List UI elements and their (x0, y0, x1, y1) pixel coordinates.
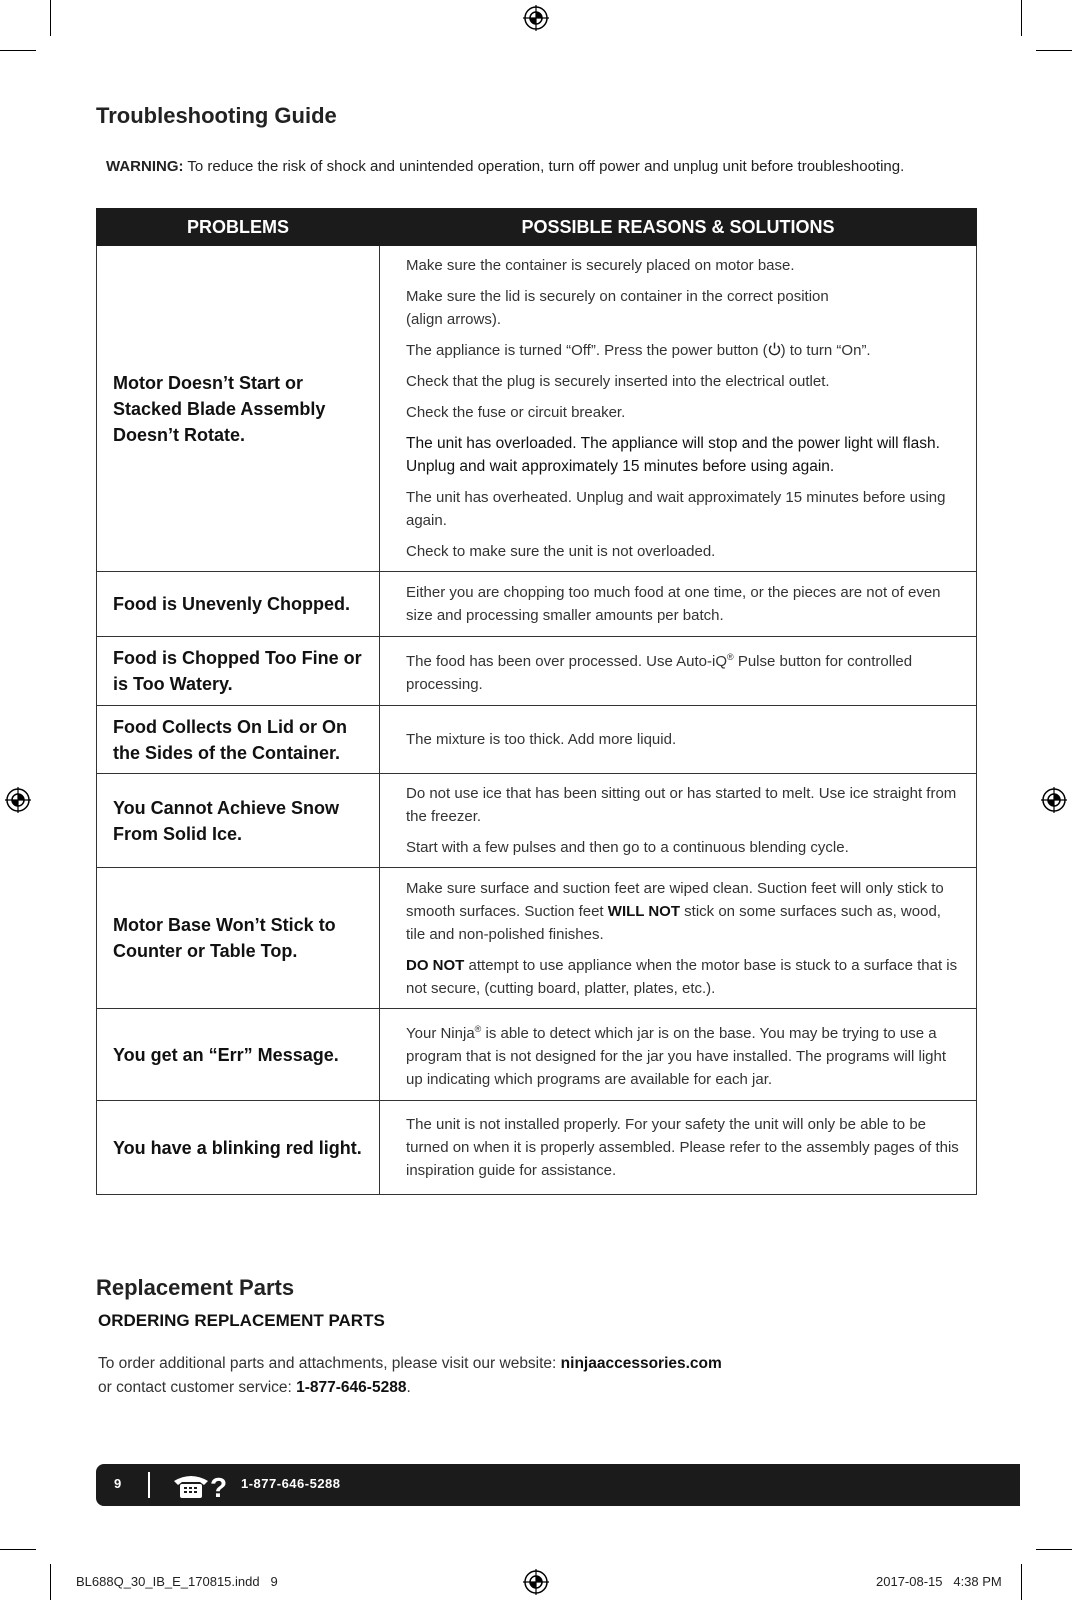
ordering-heading: ORDERING REPLACEMENT PARTS (98, 1311, 385, 1330)
crop-mark (1021, 1564, 1022, 1600)
solution-cell (380, 246, 977, 572)
registration-mark-icon (523, 1569, 549, 1595)
solution-line: The appliance is turned “Off”. Press the power button ( ) to turn “On”. (406, 342, 871, 359)
header-problems: PROBLEMS (97, 209, 380, 246)
problem-cell: Motor Doesn’t Start or Stacked Blade Assembly Doesn’t Rotate. (97, 246, 380, 572)
table-row (97, 1009, 977, 1101)
ordering-phone-line: or contact customer service: 1-877-646-5288. (98, 1379, 411, 1396)
power-icon (768, 342, 781, 356)
ordering-website-line: To order additional parts and attachments, please visit our website: ninjaaccessories.com (98, 1355, 722, 1372)
table-row (97, 706, 977, 774)
solution-line: Check that the plug is securely inserted into the electrical outlet. (406, 373, 830, 390)
table-row (97, 774, 977, 868)
solution-line: Check the fuse or circuit breaker. (406, 404, 626, 421)
problem-cell: Motor Base Won’t Stick to Counter or Table Top. (97, 868, 380, 1009)
table-header-row (97, 209, 977, 246)
table-row (97, 246, 977, 572)
solution-line: Make sure the container is securely placed on motor base. (406, 257, 795, 274)
problem-cell: You Cannot Achieve Snow From Solid Ice. (97, 774, 380, 868)
solution-cell (380, 1009, 977, 1101)
warning-label: WARNING: (106, 158, 184, 175)
solution-line: Make sure the lid is securely on container in the correct position (align arrows). (406, 288, 829, 328)
registration-mark-icon (5, 787, 31, 813)
solution-line: The food has been over processed. Use Auto-iQ® Pulse button for controlled processing. (406, 652, 913, 693)
table-row (97, 637, 977, 706)
crop-mark (0, 50, 36, 51)
crop-mark (1036, 50, 1072, 51)
solution-line: Your Ninja® is able to detect which jar is on the base. You may be trying to use a program that is not designed for the jar you have installed. The programs will light up indicating which programs are available for each jar. (406, 1024, 947, 1088)
table-row (97, 868, 977, 1009)
crop-mark (50, 1564, 51, 1600)
replacement-parts-title: Replacement Parts (96, 1275, 295, 1300)
problem-cell: You have a blinking red light. (97, 1101, 380, 1195)
problem-cell: Food Collects On Lid or On the Sides of the Container. (97, 706, 380, 774)
solution-cell (380, 1101, 977, 1195)
solution-line: The unit is not installed properly. For your safety the unit will only be able to be turned on when it is properly assembled. Please refer to the assembly pages of this inspiration guide for assistance. (406, 1116, 959, 1179)
solution-line: Check to make sure the unit is not overloaded. (406, 543, 716, 560)
customer-service-phone[interactable]: 1-877-646-5288 (296, 1379, 407, 1396)
solution-cell (380, 868, 977, 1009)
solution-cell (380, 706, 977, 774)
table-row (97, 572, 977, 637)
troubleshooting-table (96, 208, 977, 1195)
footer-phone-number: 1-877-646-5288 (241, 1476, 341, 1491)
warning-text: To reduce the risk of shock and unintended operation, turn off power and unplug unit before troubleshooting. (187, 158, 905, 175)
crop-mark (1036, 1549, 1072, 1550)
page-title: Troubleshooting Guide (96, 103, 337, 128)
solution-line: Start with a few pulses and then go to a continuous blending cycle. (406, 839, 849, 856)
solution-line: Either you are chopping too much food at one time, or the pieces are not of even size and processing smaller amounts per batch. (406, 584, 941, 624)
header-solutions: POSSIBLE REASONS & SOLUTIONS (380, 209, 977, 246)
solution-line: The unit has overheated. Unplug and wait approximately 15 minutes before using again. (406, 489, 946, 529)
warning-note (106, 158, 904, 175)
svg-text:?: ? (210, 1472, 228, 1500)
print-timestamp: 2017-08-15 4:38 PM (876, 1574, 1002, 1589)
crop-mark (1021, 0, 1022, 36)
registration-mark-icon (523, 5, 549, 31)
solution-line: The mixture is too thick. Add more liquid. (406, 731, 677, 748)
footer-divider (148, 1472, 150, 1498)
table-row (97, 1101, 977, 1195)
solution-line: Do not use ice that has been sitting out or has started to melt. Use ice straight from the freezer. (406, 785, 957, 825)
solution-line: The unit has overloaded. The appliance will stop and the power light will flash. Unplug and wait approximately 15 minutes before using again. (406, 435, 940, 475)
solution-cell (380, 572, 977, 637)
file-slug: BL688Q_30_IB_E_170815.indd 9 (76, 1574, 278, 1589)
page-number: 9 (114, 1476, 122, 1491)
problem-cell: You get an “Err” Message. (97, 1009, 380, 1101)
footer-bar (96, 1464, 1020, 1506)
problem-cell: Food is Chopped Too Fine or is Too Watery. (97, 637, 380, 706)
crop-mark (50, 0, 51, 36)
website-link[interactable]: ninjaaccessories.com (560, 1355, 722, 1372)
solution-cell (380, 774, 977, 868)
problem-cell: Food is Unevenly Chopped. (97, 572, 380, 637)
solution-line: DO NOT attempt to use appliance when the motor base is stuck to a surface that is not secure, (cutting board, platter, plates, etc.). (406, 956, 958, 997)
solution-line: Make sure surface and suction feet are wiped clean. Suction feet will only stick to smooth surfaces. Suction feet WILL NOT stick on some surfaces such as, wood, tile and non-polished finishes. (406, 879, 944, 943)
solution-cell (380, 637, 977, 706)
crop-mark (0, 1549, 36, 1550)
registration-mark-icon (1041, 787, 1067, 813)
phone-question-icon (172, 1470, 232, 1500)
